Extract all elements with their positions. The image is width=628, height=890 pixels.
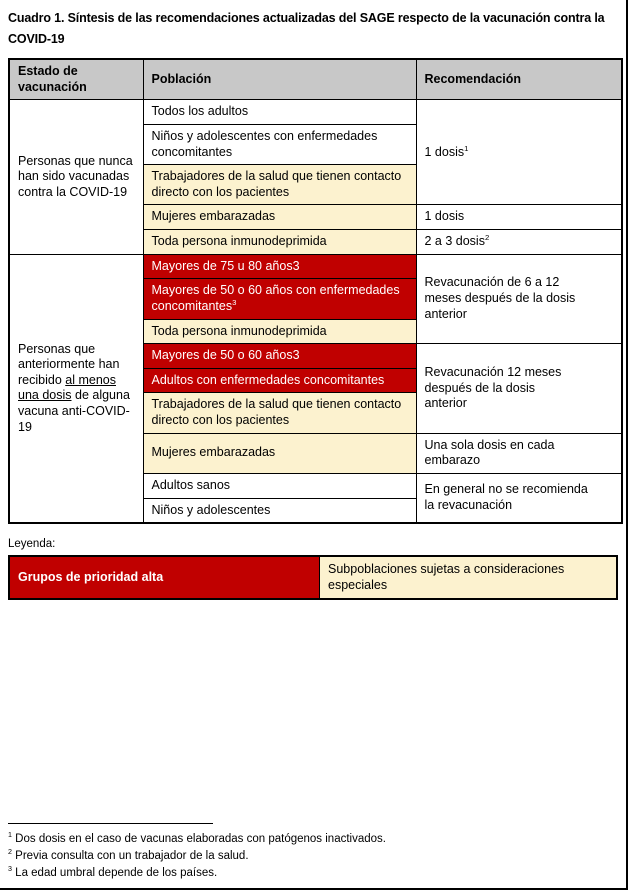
footnote-text: Previa consulta con un trabajador de la salud.	[15, 850, 249, 862]
population-cell-ninos-concomitantes: Niños y adolescentes con enfermedades concomitantes	[143, 124, 416, 164]
population-cell-mayores-50-60: Mayores de 50 o 60 años3	[143, 344, 416, 369]
recommendation-cell-2-3-dosis	[416, 230, 622, 255]
vaccination-recommendations-table	[8, 58, 623, 524]
population-cell-mayores-75-80: Mayores de 75 u 80 años3	[143, 254, 416, 279]
population-cell-todos-adultos: Todos los adultos	[143, 100, 416, 125]
population-cell-trabajadores-salud: Trabajadores de la salud que tienen contacto directo con los pacientes	[143, 165, 416, 205]
footnote-marker: 2	[8, 848, 12, 857]
footnote-ref-2: 2	[484, 232, 490, 242]
estado-cell-never-vaccinated: Personas que nunca han sido vacunadas contra la COVID-19	[9, 100, 143, 254]
header-cell-poblacion: Población	[143, 59, 416, 100]
footnote-item	[8, 848, 619, 865]
estado-cell-previously-vaccinated	[9, 254, 143, 523]
footnote-text: La edad umbral depende de los países.	[15, 867, 218, 879]
footnote-separator	[8, 823, 213, 824]
population-cell-mayores-50-60-concomitantes	[143, 279, 416, 319]
population-cell-ninos-adolescentes: Niños y adolescentes	[143, 498, 416, 523]
population-cell-inmunodeprimida: Toda persona inmunodeprimida	[143, 319, 416, 344]
footnotes-section	[8, 823, 619, 882]
estado-text: Personas que anteriormente han recibido	[18, 341, 120, 387]
footnote-item	[8, 865, 619, 882]
footnote-ref-3: 3	[232, 297, 237, 307]
legend-label: Leyenda:	[8, 538, 56, 551]
footnote-ref-1: 1	[464, 143, 469, 153]
header-cell-recomendacion: Recomendación	[416, 59, 622, 100]
population-cell-mujeres-embarazadas: Mujeres embarazadas	[143, 205, 416, 230]
footnote-text: Dos dosis en el caso de vacunas elaboradas con patógenos inactivados.	[15, 833, 386, 845]
recommendation-cell-revac-6-12	[416, 254, 622, 344]
recommendation-cell-1-dosis: 1 dosis	[416, 205, 622, 230]
footnote-marker: 1	[8, 831, 12, 840]
recommendation-text: Revacunación 12 meses después de la dosis anterior	[424, 364, 562, 411]
estado-text: de alguna vacuna anti-COVID-19	[18, 388, 130, 434]
footnote-marker: 3	[8, 865, 12, 874]
population-cell-adultos-concomitantes: Adultos con enfermedades concomitantes	[143, 368, 416, 393]
recommendation-cell-no-revac	[416, 473, 622, 523]
population-cell-mujeres-embarazadas: Mujeres embarazadas	[143, 433, 416, 473]
recommendation-cell-revac-12	[416, 344, 622, 434]
header-cell-estado: Estado de vacunación	[9, 59, 143, 100]
recommendation-text: Una sola dosis en cada embarazo	[424, 437, 555, 468]
legend-table	[8, 555, 618, 600]
population-cell-inmunodeprimida: Toda persona inmunodeprimida	[143, 230, 416, 255]
recommendation-cell-una-por-embarazo	[416, 433, 622, 473]
population-cell-trabajadores-salud: Trabajadores de la salud que tienen contacto directo con los pacientes	[143, 393, 416, 433]
header-row	[9, 59, 622, 100]
blank-space	[8, 600, 619, 823]
recommendation-text: Revacunación de 6 a 12 meses después de la dosis anterior	[424, 275, 576, 321]
legend-cell-special-considerations: Subpoblaciones sujetas a consideraciones especiales	[320, 556, 618, 599]
table-row	[9, 100, 622, 125]
legend-cell-high-priority: Grupos de prioridad alta	[9, 556, 320, 599]
population-text: Mayores de 50 o 60 años con enfermedades concomitantes	[151, 283, 400, 313]
recommendation-text: 2 a 3 dosis	[424, 234, 485, 248]
table-caption: Cuadro 1. Síntesis de las recomendaciones actualizadas del SAGE respecto de la vacunación contra la COVID-19	[8, 11, 605, 46]
legend-row	[9, 556, 617, 599]
footnote-item	[8, 831, 619, 848]
population-cell-adultos-sanos: Adultos sanos	[143, 473, 416, 498]
recommendation-text: En general no se recomienda la revacunación	[424, 482, 588, 512]
table-row	[9, 254, 622, 279]
recommendation-cell-1-dosis-fn	[416, 100, 622, 205]
recommendation-text: 1 dosis	[424, 144, 465, 159]
estado-underlined-fragment: al menos una dosis	[18, 372, 116, 403]
